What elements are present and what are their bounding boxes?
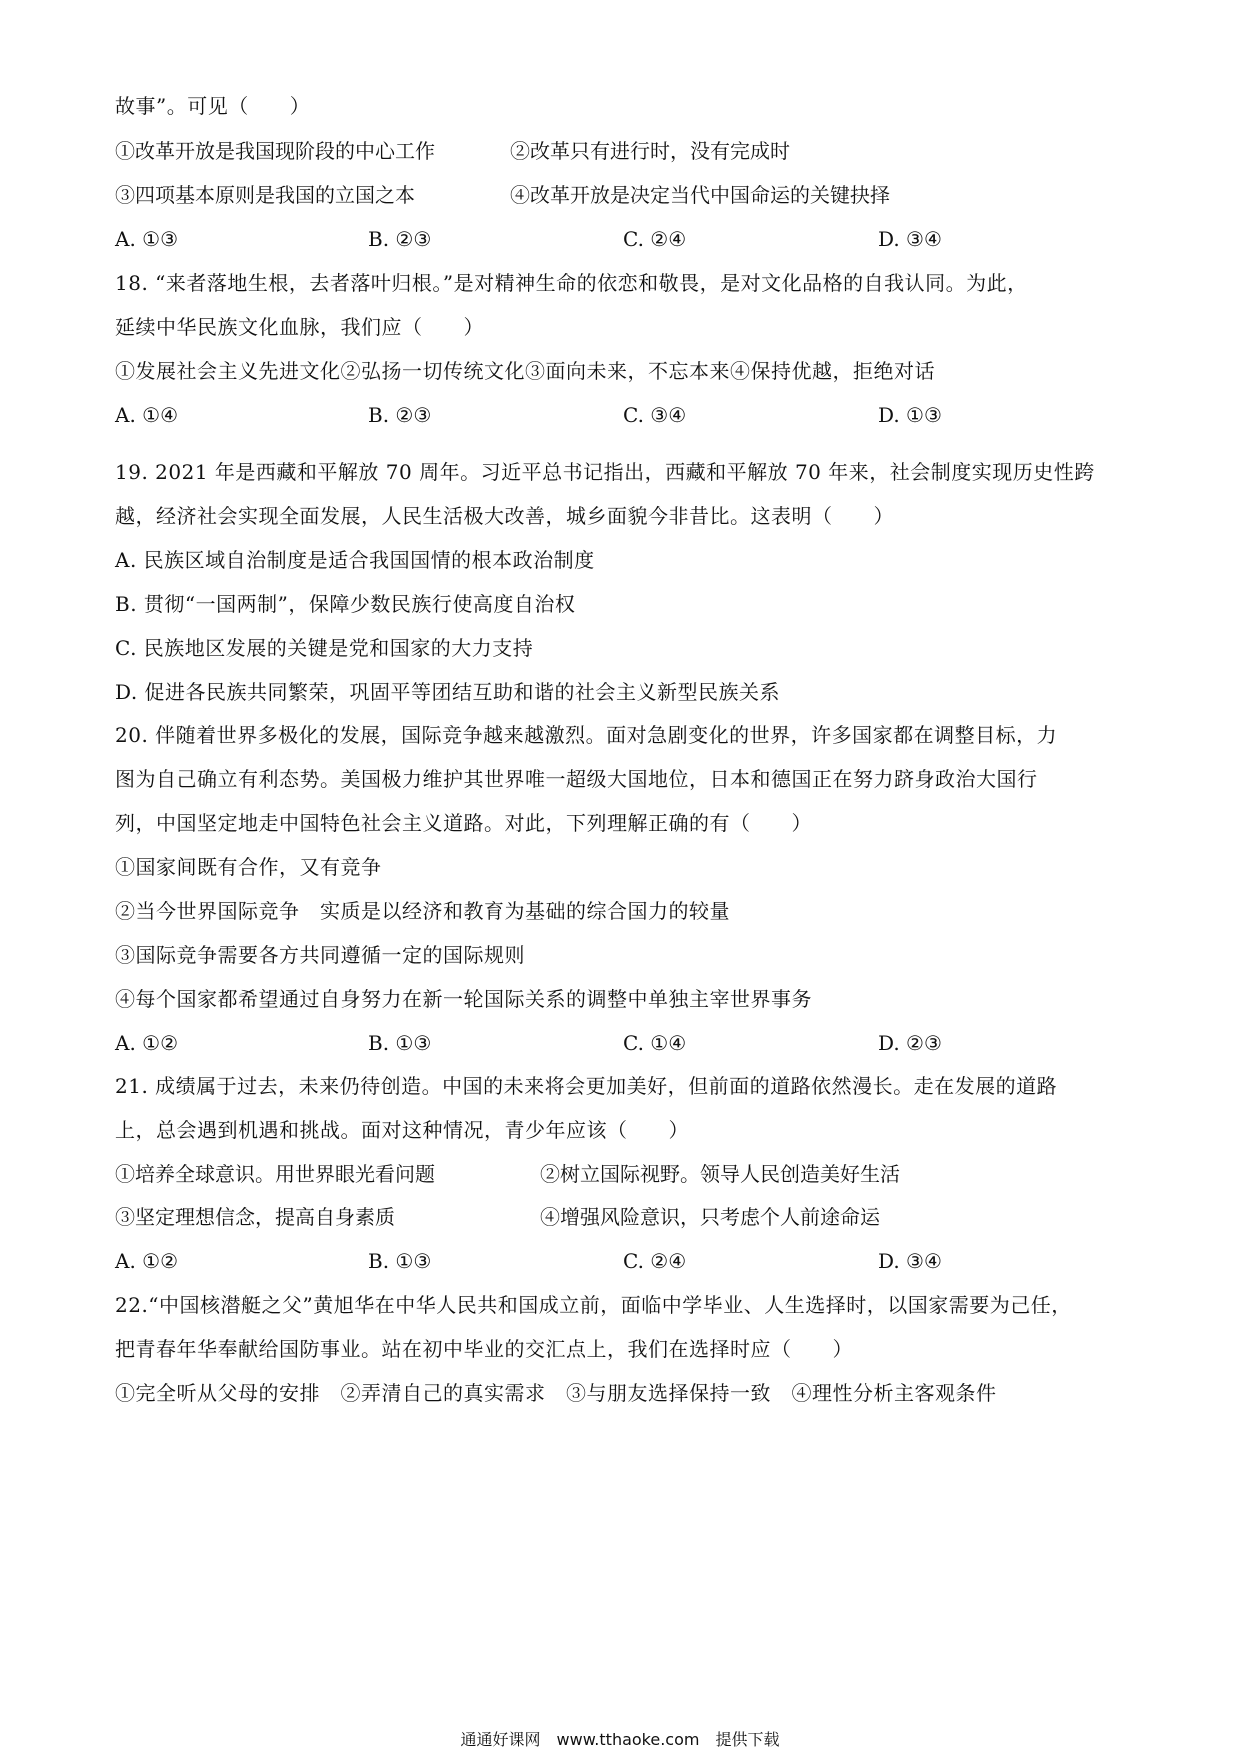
q17-stem-tail: 故事”。可见（ ）	[115, 94, 311, 118]
q21-statement-2: ②树立国际视野。领导人民创造美好生活	[540, 1162, 900, 1186]
q17-option-d: D. ③④	[878, 227, 942, 251]
q20-statement-3: ③国际竞争需要各方共同遵循一定的国际规则	[115, 943, 525, 967]
q20-statement-4: ④每个国家都希望通过自身努力在新一轮国际关系的调整中单独主宰世界事务	[115, 987, 812, 1011]
q18-stem-line-2: 延续中华民族文化血脉，我们应（ ）	[115, 315, 484, 339]
q20-option-a: A. ①②	[115, 1031, 179, 1055]
q21-statement-3: ③坚定理想信念，提高自身素质	[115, 1205, 395, 1229]
q20-stem-line-2: 图为自己确立有利态势。美国极力维护其世界唯一超级大国地位，日本和德国正在努力跻身政治大国行	[115, 767, 1038, 791]
q20-option-b: B. ①③	[368, 1031, 432, 1055]
q20-stem-line-1: 20. 伴随着世界多极化的发展，国际竞争越来越激烈。面对急剧变化的世界，许多国家都在调整目标，力	[115, 723, 1058, 747]
q18-option-a: A. ①④	[115, 403, 179, 427]
q21-statement-1: ①培养全球意识。用世界眼光看问题	[115, 1162, 435, 1186]
q21-stem-line-2: 上，总会遇到机遇和挑战。面对这种情况，青少年应该（ ）	[115, 1118, 689, 1142]
q20-statement-1: ①国家间既有合作，又有竞争	[115, 855, 382, 879]
q22-stem-line-1: 22.“中国核潜艇之父”黄旭华在中华人民共和国成立前，面临中学毕业、人生选择时，以国家需要为己任，	[115, 1293, 1072, 1317]
q21-option-c: C. ②④	[623, 1249, 687, 1273]
footer-source: 通通好课网 www.tthaoke.com 提供下载	[460, 1730, 780, 1749]
q19-option-d: D. 促进各民族共同繁荣，巩固平等团结互助和谐的社会主义新型民族关系	[115, 680, 781, 704]
q18-stem-line-1: 18. “来者落地生根，去者落叶归根。”是对精神生命的依恋和敬畏，是对文化品格的自我认同。为此，	[115, 271, 1028, 295]
q17-option-b: B. ②③	[368, 227, 432, 251]
q18-option-d: D. ①③	[878, 403, 942, 427]
q19-option-b: B. 贯彻“一国两制”，保障少数民族行使高度自治权	[115, 592, 576, 616]
q21-option-d: D. ③④	[878, 1249, 942, 1273]
q17-statement-4: ④改革开放是决定当代中国命运的关键抉择	[510, 183, 890, 207]
q20-option-d: D. ②③	[878, 1031, 942, 1055]
q21-statement-4: ④增强风险意识，只考虑个人前途命运	[540, 1205, 880, 1229]
q20-statement-2: ②当今世界国际竞争 实质是以经济和教育为基础的综合国力的较量	[115, 899, 730, 923]
q17-statement-2: ②改革只有进行时，没有完成时	[510, 139, 790, 163]
q21-stem-line-1: 21. 成绩属于过去，未来仍待创造。中国的未来将会更加美好，但前面的道路依然漫长。走在发展的道路	[115, 1074, 1058, 1098]
q19-stem-line-2: 越，经济社会实现全面发展，人民生活极大改善，城乡面貌今非昔比。这表明（ ）	[115, 504, 894, 528]
q17-statement-3: ③四项基本原则是我国的立国之本	[115, 183, 415, 207]
q17-option-c: C. ②④	[623, 227, 687, 251]
q19-stem-line-1: 19. 2021 年是西藏和平解放 70 周年。习近平总书记指出，西藏和平解放 70 年来，社会制度实现历史性跨	[115, 460, 1095, 484]
q20-option-c: C. ①④	[623, 1031, 687, 1055]
q20-stem-line-3: 列，中国坚定地走中国特色社会主义道路。对此，下列理解正确的有（ ）	[115, 811, 812, 835]
q19-option-a: A. 民族区域自治制度是适合我国国情的根本政治制度	[115, 548, 595, 572]
q18-option-b: B. ②③	[368, 403, 432, 427]
q18-statements: ①发展社会主义先进文化②弘扬一切传统文化③面向未来，不忘本来④保持优越，拒绝对话	[115, 359, 935, 383]
q22-statements: ①完全听从父母的安排 ②弄清自己的真实需求 ③与朋友选择保持一致 ④理性分析主客观条件	[115, 1381, 997, 1405]
q17-statement-1: ①改革开放是我国现阶段的中心工作	[115, 139, 435, 163]
q22-stem-line-2: 把青春年华奉献给国防事业。站在初中毕业的交汇点上，我们在选择时应（ ）	[115, 1337, 853, 1361]
q18-option-c: C. ③④	[623, 403, 687, 427]
q21-option-a: A. ①②	[115, 1249, 179, 1273]
q19-option-c: C. 民族地区发展的关键是党和国家的大力支持	[115, 636, 534, 660]
q17-option-a: A. ①③	[115, 227, 179, 251]
q21-option-b: B. ①③	[368, 1249, 432, 1273]
